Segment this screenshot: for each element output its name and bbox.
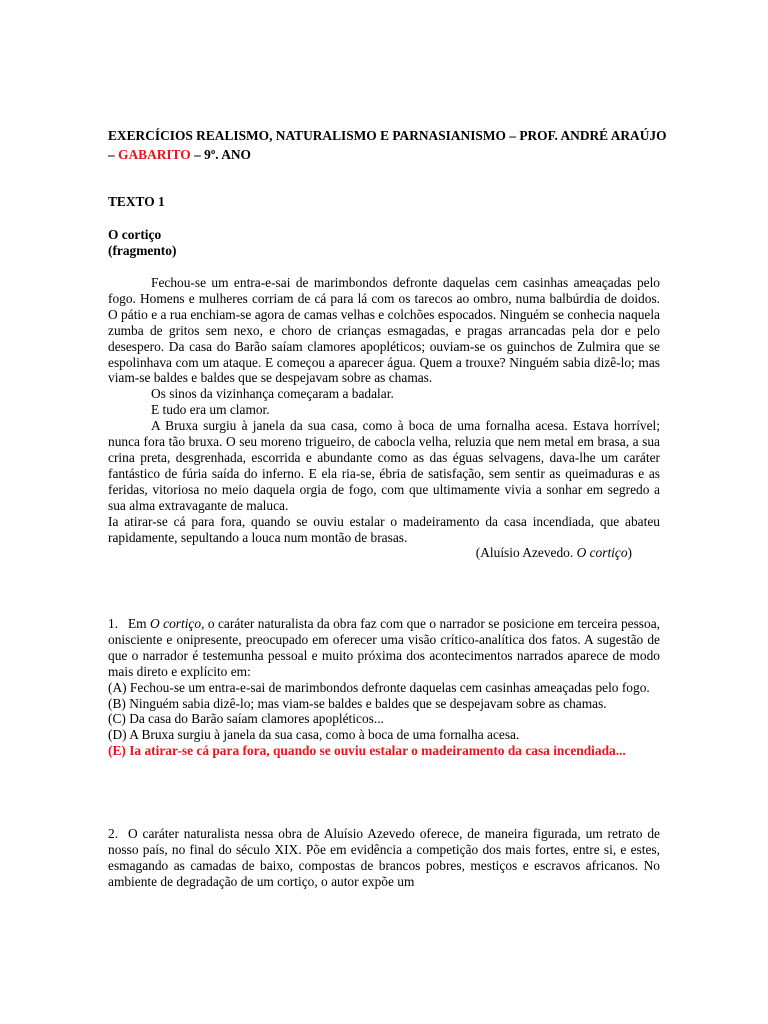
passage-paragraph-4: A Bruxa surgiu à janela da sua casa, como à boca de uma fornalha acesa. Estava horrível; nunca fora tão bruxa. O seu moreno trigueiro, de cabocla velha, reluzia que nem metal em brasa, a sua crina preta, desgrenhada, escorrida e abundante como as das éguas selvagens, dava-lhe um caráter fantástico de fúria saída do inferno. E ela ria-se, ébria de satisfação, sem sentir as queimaduras e as feridas, vitoriosa no meio daquela orgia de fogo, com que ultimamente vivia a sonhar em segredo a sua alma extravagante de maluca.	[108, 418, 660, 513]
option-c: (C) Da casa do Barão saíam clamores apopléticos...	[108, 711, 384, 727]
passage-citation: (Aluísio Azevedo. O cortiço)	[475, 545, 632, 561]
passage-paragraph-1: Fechou-se um entra-e-sai de marimbondos defronte daquelas cem casinhas ameaçadas pelo fogo. Homens e mulheres corriam de cá para lá com os tarecos ao ombro, numa balbúrdia de doidos. O pátio e a rua enchiam-se agora de camas velhas e colchões espocados. Ninguém se conhecia naquela zumba de gritos sem nexo, e choro de crianças esmagadas, e pragas arrancadas pela dor e pelo desespero. Da casa do Barão saíam clamores apopléticos; ouviam-se os guinchos de Zulmira que se espolinhava com um ataque. E começou a aparecer água. Quem a trouxe? Ninguém sabia dizê-lo; mas viam-se baldes e baldes que se despejavam sobre as chamas.	[108, 275, 660, 386]
question-2	[108, 826, 660, 890]
document-title	[108, 126, 668, 164]
title-grade: – 9º. ANO	[190, 147, 251, 162]
work-title: O cortiço	[108, 227, 162, 242]
literary-passage	[108, 275, 660, 561]
passage-paragraph-3: E tudo era um clamor.	[151, 402, 270, 418]
question-number: 2.	[108, 826, 119, 841]
correct-answer-option-e: (E) Ia atirar-se cá para fora, quando se ouviu estalar o madeiramento da casa incendiada...	[108, 743, 626, 759]
work-heading	[108, 227, 176, 259]
answer-key-label: GABARITO	[118, 147, 191, 162]
question-1	[108, 616, 660, 759]
work-subtitle: (fragmento)	[108, 243, 177, 258]
citation-work-title: O cortiço	[576, 545, 628, 561]
question-number: 1.	[108, 616, 119, 631]
option-a: (A) Fechou-se um entra-e-sai de marimbondos defronte daquelas cem casinhas ameaçadas pelo fogo.	[108, 679, 650, 695]
title-text: EXERCÍCIOS REALISMO, NATURALISMO E PARNASIANISMO – PROF. ANDRÉ ARAÚJO –	[108, 128, 667, 162]
section-label: TEXTO 1	[108, 194, 165, 209]
question-1-stem: 1. Em O cortiço, o caráter naturalista da obra faz com que o narrador se posicione em terceira pessoa, onisciente e onipresente, preocupado em oferecer uma visão crítico-analítica dos fatos. A sugestão de que o narrador é testemunha pessoal e muito próxima dos acontecimentos narrados aparece de modo mais direto e explícito em:	[108, 616, 660, 679]
question-2-text: 2. O caráter naturalista nessa obra de Aluísio Azevedo oferece, de maneira figurada, um retrato de nosso país, no final do século XIX. Põe em evidência a competição dos mais fortes, entre si, e estes, esmagando as camadas de baixo, compostas de brancos pobres, mestiços e escravos africanos. No ambiente de degradação de um cortiço, o autor expõe um	[108, 826, 660, 889]
option-d: (D) A Bruxa surgiu à janela da sua casa, como à boca de uma fornalha acesa.	[108, 727, 520, 743]
passage-paragraph-5: Ia atirar-se cá para fora, quando se ouviu estalar o madeiramento da casa incendiada, que abateu rapidamente, sepultando a louca num montão de brasas.	[108, 513, 660, 545]
option-b: (B) Ninguém sabia dizê-lo; mas viam-se baldes e baldes que se despejavam sobre as chamas.	[108, 695, 607, 711]
passage-paragraph-2: Os sinos da vizinhança começaram a badalar.	[151, 386, 394, 402]
